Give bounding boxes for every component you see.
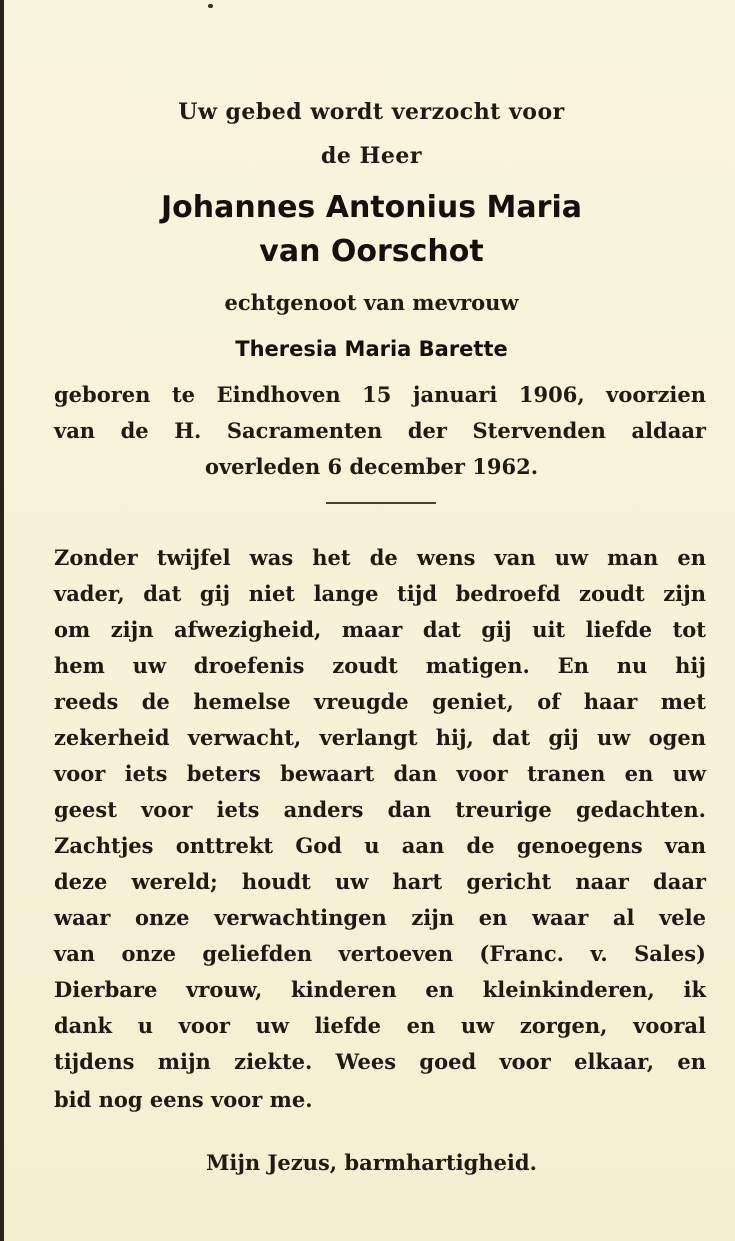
text-line: zekerheid verwacht, verlangt hij, dat gij uw ogen <box>54 725 706 750</box>
text-line: voor iets beters bewaart dan voor tranen en uw <box>54 761 706 786</box>
bio-line: overleden 6 december 1962. <box>204 454 539 479</box>
text-line: bid nog eens voor me. <box>54 1087 313 1112</box>
text-line: dank u voor uw liefde en uw zorgen, vooral <box>54 1013 706 1038</box>
deceased-name-line-1: Johannes Antonius Maria <box>161 190 582 225</box>
text-line: vader, dat gij niet lange tijd bedroefd zoudt zijn <box>54 581 706 606</box>
spouse-name: Theresia Maria Barette <box>235 337 508 361</box>
text-line: reeds de hemelse vreugde geniet, of haar met <box>54 689 706 714</box>
text-line: deze wereld; houdt uw hart gericht naar daar <box>54 869 706 894</box>
text-line: om zijn afwezigheid, maar dat gij uit liefde tot <box>54 617 706 642</box>
bio-line: geboren te Eindhoven 15 januari 1906, voorzien <box>54 382 706 407</box>
closing-prayer: Mijn Jezus, barmhartigheid. <box>206 1150 537 1175</box>
ink-speck <box>208 4 213 8</box>
text-line: tijdens mijn ziekte. Wees goed voor elkaar, en <box>54 1049 706 1074</box>
text-line: geest voor iets anders dan treurige gedachten. <box>54 797 706 822</box>
text-line: Dierbare vrouw, kinderen en kleinkinderen, ik <box>54 977 706 1002</box>
divider <box>326 502 436 504</box>
text-line: Zonder twijfel was het de wens van uw man en <box>54 545 706 570</box>
bio-line: van de H. Sacramenten der Stervenden aldaar <box>54 418 706 443</box>
text-line: van onze geliefden vertoeven (Franc. v. Sales) <box>54 941 706 966</box>
text-line: hem uw droefenis zoudt matigen. En nu hij <box>54 653 706 678</box>
text-line: waar onze verwachtingen zijn en waar al vele <box>54 905 706 930</box>
deceased-name-line-2: van Oorschot <box>259 234 484 269</box>
intro-line-2: de Heer <box>321 143 422 169</box>
intro-line-1: Uw gebed wordt verzocht voor <box>178 99 565 125</box>
text-line: Zachtjes onttrekt God u aan de genoegens van <box>54 833 706 858</box>
spouse-intro: echtgenoot van mevrouw <box>224 290 519 315</box>
